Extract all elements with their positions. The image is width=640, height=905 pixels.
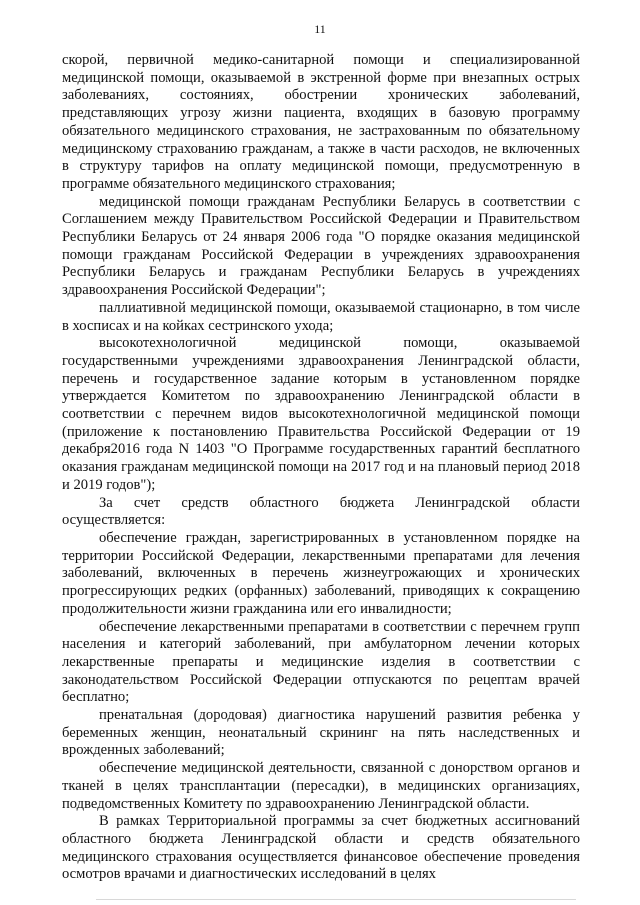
paragraph: За счет средств областного бюджета Ленинградской области осуществляется: (62, 494, 580, 529)
paragraph: обеспечение граждан, зарегистрированных в установленном порядке на территории Российской Федерации, лекарственными препаратами для лечения заболеваний, включенных в перечень жизнеугрожающих и хронических прогрессирующих редких (орфанных) заболеваний, приводящих к сокращению продолжительности жизни гражданина или его инвалидности; (62, 529, 580, 617)
paragraph: скорой, первичной медико-санитарной помощи и специализированной медицинской помощи, оказываемой в экстренной форме при внезапных острых заболеваниях, состояниях, обострении хронических заболеваний, представляющих угрозу жизни пациента, входящих в базовую программу обязательного медицинского страхования, не застрахованным по обязательному медицинскому страхованию гражданам, а также в части расходов, не включенных в структуру тарифов на оплату медицинской помощи, предусмотренную в программе обязательного медицинского страхования; (62, 52, 580, 192)
paragraph: медицинской помощи гражданам Республики Беларусь в соответствии с Соглашением между Правительством Российской Федерации и Правительством Республики Беларусь от 24 января 2006 года "О порядке оказания медицинской помощи гражданам Российской Федерации в учреждениях здравоохранения Республики Беларусь и гражданам Республики Беларусь в учреждениях здравоохранения Российской Федерации"; (62, 193, 580, 299)
page-bottom-edge (96, 899, 576, 900)
paragraph: обеспечение медицинской деятельности, связанной с донорством органов и тканей в целях трансплантации (пересадки), в медицинских организациях, подведомственных Комитету по здравоохранению Ленинградской области. (62, 760, 580, 812)
paragraph: паллиативной медицинской помощи, оказываемой стационарно, в том числе в хосписах и на койках сестринского ухода; (62, 299, 580, 334)
paragraph: высокотехнологичной медицинской помощи, оказываемой государственными учреждениями здравоохранения Ленинградской области, перечень и государственное задание которым в установленном порядке утверждается Комитетом по здравоохранению Ленинградской области в соответствии с перечнем видов высокотехнологичной медицинской помощи (приложение к постановлению Правительства Российской Федерации от 19 декабря2016 года N 1403 "О Программе государственных гарантий бесплатного оказания гражданам медицинской помощи на 2017 год и на плановый период 2018 и 2019 годов"); (62, 335, 580, 493)
paragraph: пренатальная (дородовая) диагностика нарушений развития ребенка у беременных женщин, неонатальный скрининг на пять наследственных и врожденных заболеваний; (62, 707, 580, 759)
paragraph: В рамках Территориальной программы за счет бюджетных ассигнований областного бюджета Ленинградской области и средств обязательного медицинского страхования осуществляется финансовое обеспечение проведения осмотров врачами и диагностических исследований в целях (62, 813, 580, 883)
paragraph: обеспечение лекарственными препаратами в соответствии с перечнем групп населения и категорий заболеваний, при амбулаторном лечении которых лекарственные препараты и медицинские изделия в соответствии с законодательством Российской Федерации отпускаются по рецептам врачей бесплатно; (62, 618, 580, 706)
page-number: 11 (314, 22, 326, 36)
body-text (62, 52, 580, 884)
